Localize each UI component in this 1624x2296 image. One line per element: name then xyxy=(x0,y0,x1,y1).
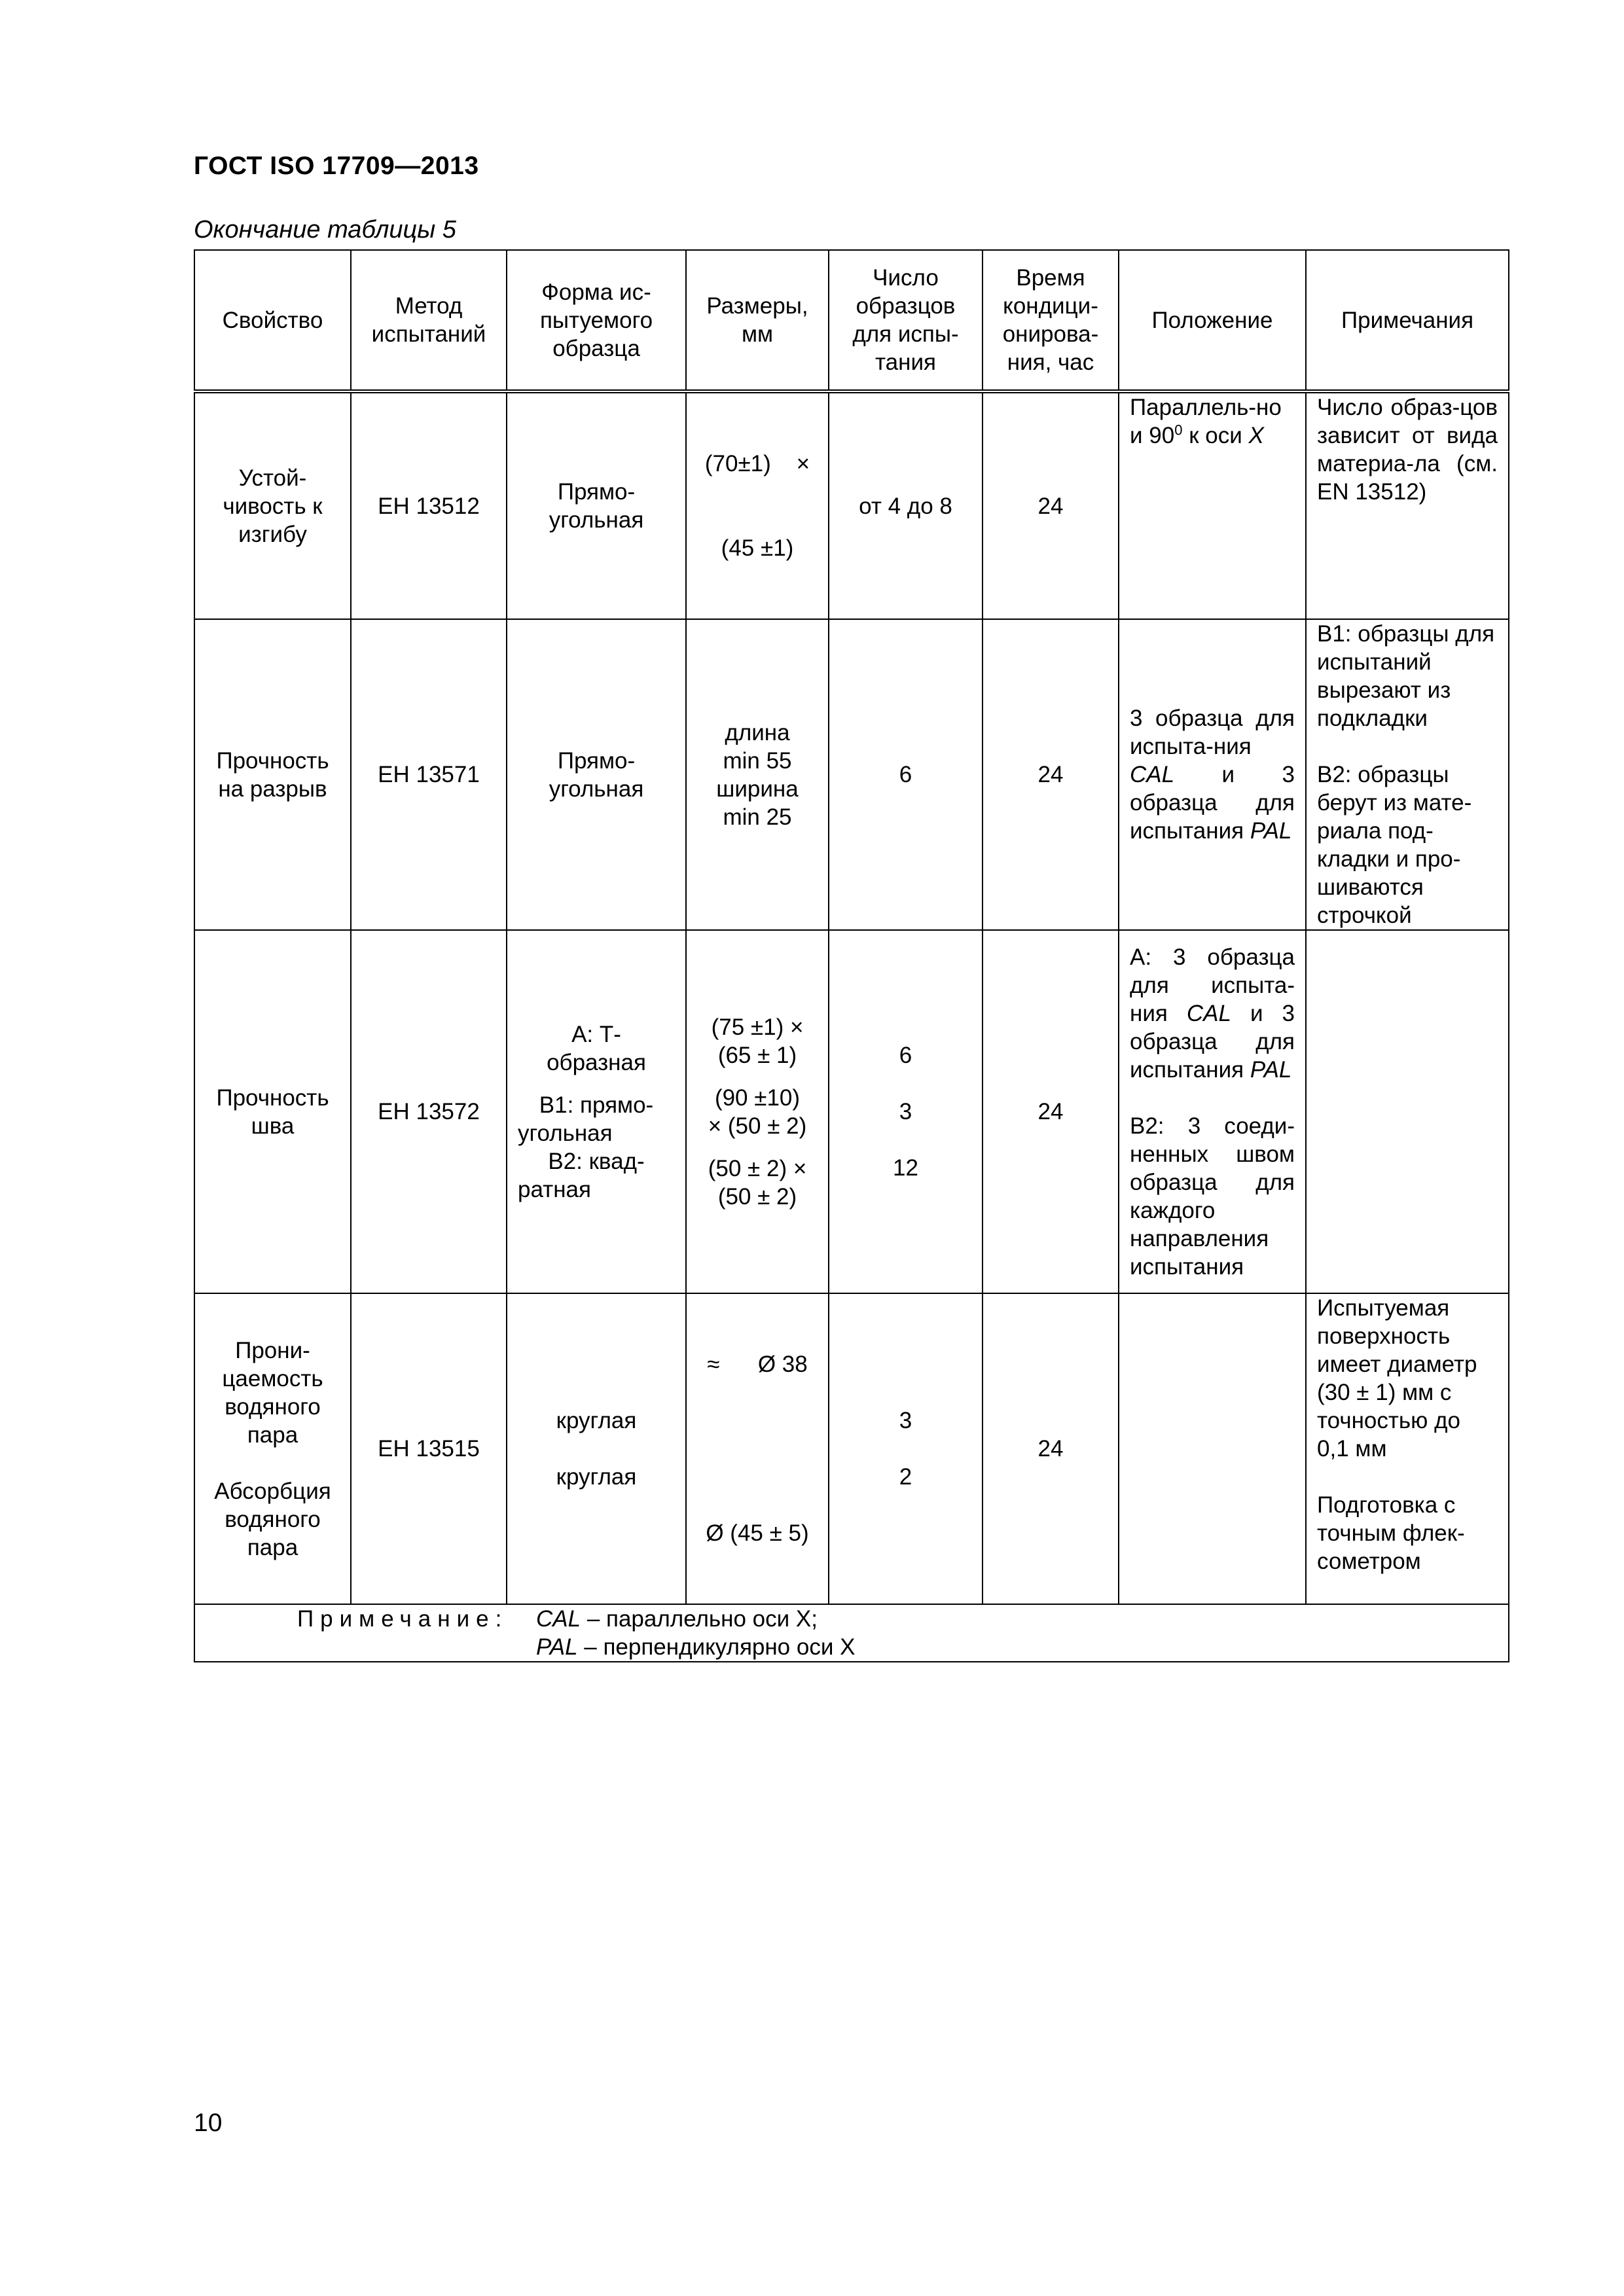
note-label: Примечание: xyxy=(297,1606,509,1632)
table-row xyxy=(194,1293,1509,1604)
table-caption: Окончание таблицы 5 xyxy=(194,216,456,243)
column-header-time: Время кондици-онирова-ния, час xyxy=(983,250,1119,391)
cell-notes: В1: образцы для испытаний вырезают из подкладки В2: образцы берут из мате-риала под-кладки и про-шиваются строчкой xyxy=(1306,619,1509,930)
cell-form: круглая круглая xyxy=(507,1293,686,1604)
cell-count: 3 2 xyxy=(829,1293,983,1604)
column-header-method: Метод испытаний xyxy=(351,250,507,391)
cell-property: Прочность шва xyxy=(194,930,351,1293)
note-pal: PAL – перпендикулярно оси X xyxy=(536,1634,856,1660)
cell-method: ЕН 13572 xyxy=(351,930,507,1293)
cell-position xyxy=(1119,1293,1306,1604)
document-header: ГОСТ ISO 17709—2013 xyxy=(194,152,479,180)
cell-form: Прямо- угольная xyxy=(507,619,686,930)
cell-method: ЕН 13571 xyxy=(351,619,507,930)
cell-size: (75 ±1) × (65 ± 1) (90 ±10) × (50 ± 2) (50 ± 2) × (50 ± 2) xyxy=(686,930,829,1293)
cell-count: 6 3 12 xyxy=(829,930,983,1293)
cell-position: Параллель-но и $90^0$ к оси X xyxy=(1119,391,1306,619)
column-header-form: Форма ис-пытуемого образца xyxy=(507,250,686,391)
cell-property: Прони- цаемость водяного пара Абсорбция водяного пара xyxy=(194,1293,351,1604)
table-header-row xyxy=(194,250,1509,391)
cell-time: 24 xyxy=(983,619,1119,930)
cell-property: Устой- чивость к изгибу xyxy=(194,391,351,619)
table-note xyxy=(194,1604,1509,1662)
cell-size: длина min 55 ширина min 25 xyxy=(686,619,829,930)
cell-position: А: 3 образца для испыта-ния CAL и 3 образца для испытания PAL В2: 3 соеди-ненных швом образца для каждого направления испытания xyxy=(1119,930,1306,1293)
table-row xyxy=(194,619,1509,930)
cell-form: Прямо- угольная xyxy=(507,391,686,619)
table-row xyxy=(194,930,1509,1293)
cell-size: (70±1) × (45 ±1) xyxy=(686,391,829,619)
table-row xyxy=(194,391,1509,619)
column-header-position: Положение xyxy=(1119,250,1306,391)
cell-notes xyxy=(1306,930,1509,1293)
cell-time: 24 xyxy=(983,391,1119,619)
cell-size: ≈ Ø 38 Ø (45 ± 5) xyxy=(686,1293,829,1604)
cell-count: 6 xyxy=(829,619,983,930)
cell-form: А: Т- образная В1: прямо- угольная В2: квад- ратная xyxy=(507,930,686,1293)
column-header-notes: Примечания xyxy=(1306,250,1509,391)
cell-time: 24 xyxy=(983,1293,1119,1604)
note-cal: CAL – параллельно оси X; xyxy=(536,1606,818,1632)
cell-position: 3 образца для испыта-ния CAL и 3 образца для испытания PAL xyxy=(1119,619,1306,930)
cell-property: Прочность на разрыв xyxy=(194,619,351,930)
column-header-property: Свойство xyxy=(194,250,351,391)
cell-notes: Число образ-цов зависит от вида материа-ла (см. EN 13512) xyxy=(1306,391,1509,619)
cell-method: ЕН 13515 xyxy=(351,1293,507,1604)
table-note-row xyxy=(194,1604,1509,1662)
page-number: 10 xyxy=(194,2109,223,2137)
cell-method: ЕН 13512 xyxy=(351,391,507,619)
cell-time: 24 xyxy=(983,930,1119,1293)
column-header-size: Размеры, мм xyxy=(686,250,829,391)
cell-count: от 4 до 8 xyxy=(829,391,983,619)
properties-table xyxy=(194,249,1509,1662)
column-header-count: Число образцов для испы-тания xyxy=(829,250,983,391)
cell-notes: Испытуемая поверхность имеет диаметр (30 ± 1) мм с точностью до 0,1 мм Подготовка с точным флек-сометром xyxy=(1306,1293,1509,1604)
